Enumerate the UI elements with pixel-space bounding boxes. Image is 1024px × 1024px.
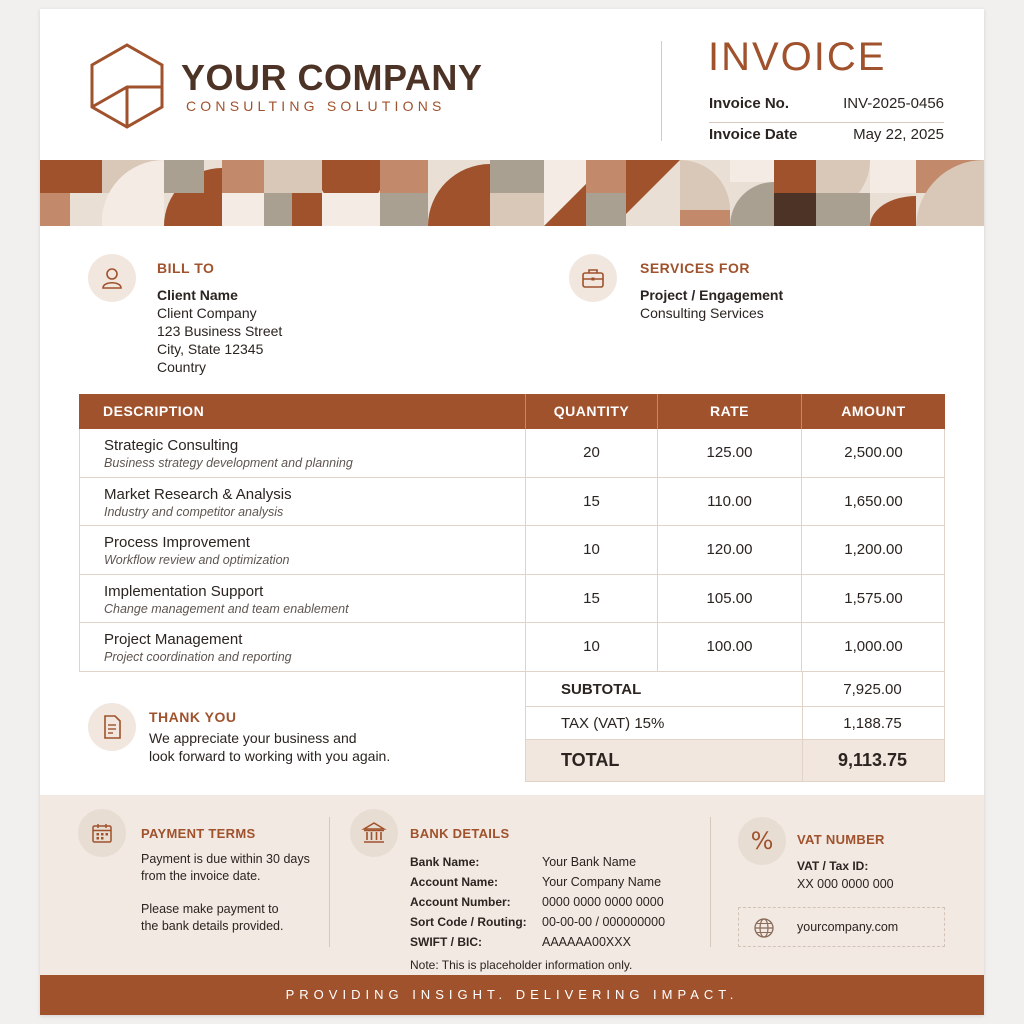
- invoice-title: INVOICE: [708, 35, 887, 79]
- item-rate: 100.00: [706, 638, 753, 656]
- payment-terms-line: Payment is due within 30 days: [141, 852, 310, 866]
- item-name: Process Improvement: [104, 534, 250, 552]
- swift-value: AAAAAA00XXX: [542, 935, 631, 949]
- footer-divider: [710, 817, 711, 947]
- payment-terms-line: Please make payment to: [141, 902, 279, 916]
- header-divider: [661, 41, 662, 141]
- item-rate: 125.00: [706, 444, 753, 461]
- footer-tagline: PROVIDING INSIGHT. DELIVERING IMPACT.: [40, 975, 984, 1015]
- swift-label: SWIFT / BIC:: [410, 935, 482, 949]
- total-row: [525, 740, 945, 782]
- account-number-value: 0000 0000 0000 0000: [542, 895, 664, 909]
- item-rate: 120.00: [706, 541, 753, 559]
- item-rate: 110.00: [707, 492, 752, 510]
- user-icon: [88, 254, 136, 302]
- item-rate: 105.00: [706, 589, 753, 607]
- subtotal-row: [525, 672, 945, 707]
- invoice-number-label: Invoice No.: [709, 95, 790, 112]
- client-name: Client Name: [157, 287, 238, 303]
- company-tagline: CONSULTING SOLUTIONS: [186, 98, 446, 114]
- vat-number-title: VAT NUMBER: [797, 832, 885, 847]
- tax-row: [525, 707, 945, 740]
- invoice-number-row: [709, 95, 944, 123]
- thank-you-line: look forward to working with you again.: [149, 748, 391, 764]
- header-description: DESCRIPTION: [103, 403, 205, 419]
- account-number-label: Account Number:: [410, 895, 511, 909]
- total-value: 9,113.75: [837, 750, 908, 770]
- item-quantity: 10: [583, 638, 600, 656]
- tax-value: 1,188.75: [843, 715, 902, 732]
- website-box[interactable]: [738, 907, 945, 947]
- item-name: Project Management: [104, 631, 243, 649]
- bill-to-label: BILL TO: [157, 260, 215, 276]
- bank-note: Note: This is placeholder information only.: [410, 958, 633, 972]
- item-quantity: 20: [583, 444, 600, 461]
- services-for-label: SERVICES FOR: [640, 260, 750, 276]
- header-amount: AMOUNT: [841, 403, 906, 419]
- payment-terms-title: PAYMENT TERMS: [141, 826, 256, 841]
- invoice-page: [40, 9, 984, 1015]
- total-label: TOTAL: [561, 750, 620, 770]
- client-city: City, State 12345: [157, 341, 264, 357]
- bank-name-label: Bank Name:: [410, 855, 480, 869]
- vat-value: XX 000 0000 000: [797, 877, 894, 891]
- item-description: Business strategy development and planning: [104, 456, 353, 470]
- table-header: [79, 394, 945, 429]
- globe-icon: [753, 917, 775, 939]
- line-items-table: [79, 394, 945, 672]
- subtotal-value: 7,925.00: [843, 681, 902, 698]
- bank-icon: [350, 809, 398, 857]
- table-row: [79, 623, 945, 672]
- company-logo-icon: [88, 42, 166, 130]
- totals-block: [525, 672, 945, 782]
- table-row: [79, 478, 945, 527]
- bank-name-value: Your Bank Name: [542, 855, 637, 869]
- account-name-value: Your Company Name: [542, 875, 662, 889]
- thank-you-title: THANK YOU: [149, 709, 237, 725]
- item-quantity: 10: [583, 541, 600, 559]
- item-amount: 1,650.00: [844, 492, 903, 510]
- item-amount: 2,500.00: [844, 444, 903, 461]
- client-country: Country: [157, 359, 207, 375]
- item-quantity: 15: [583, 589, 600, 607]
- header-rate: RATE: [709, 403, 750, 419]
- payment-terms-line: the bank details provided.: [141, 919, 284, 933]
- footer-divider: [329, 817, 330, 947]
- project-description: Consulting Services: [640, 305, 764, 321]
- sort-code-value: 00-00-00 / 000000000: [542, 915, 666, 929]
- item-name: Strategic Consulting: [104, 437, 239, 454]
- item-amount: 1,000.00: [844, 638, 903, 656]
- invoice-date-row: [709, 126, 944, 154]
- invoice-date-value: May 22, 2025: [853, 126, 944, 143]
- project-label: Project / Engagement: [640, 287, 784, 303]
- website-url[interactable]: yourcompany.com: [797, 920, 899, 934]
- table-row: [79, 429, 945, 478]
- invoice-date-label: Invoice Date: [709, 126, 798, 143]
- tax-label: TAX (VAT) 15%: [561, 715, 665, 732]
- item-amount: 1,200.00: [844, 541, 903, 559]
- item-amount: 1,575.00: [844, 589, 903, 607]
- payment-terms-line: from the invoice date.: [141, 869, 261, 883]
- item-description: Workflow review and optimization: [104, 553, 290, 568]
- percent-icon: %: [738, 817, 786, 865]
- account-name-label: Account Name:: [410, 875, 499, 889]
- footer-info: [40, 795, 984, 975]
- thank-you-line: We appreciate your business and: [149, 730, 357, 746]
- client-company: Client Company: [157, 305, 257, 321]
- item-description: Change management and team enablement: [104, 601, 349, 616]
- header-quantity: QUANTITY: [553, 403, 630, 419]
- company-name: YOUR COMPANY: [181, 57, 483, 98]
- item-quantity: 15: [583, 492, 600, 510]
- item-description: Project coordination and reporting: [104, 650, 292, 665]
- calendar-icon: [78, 809, 126, 857]
- client-street: 123 Business Street: [157, 323, 283, 339]
- item-description: Industry and competitor analysis: [104, 504, 284, 519]
- table-row: [79, 575, 945, 624]
- decorative-pattern-band: [40, 160, 984, 226]
- item-name: Market Research & Analysis: [104, 485, 292, 503]
- vat-label: VAT / Tax ID:: [797, 859, 869, 873]
- invoice-number-value: INV-2025-0456: [843, 95, 944, 112]
- briefcase-icon: [569, 254, 617, 302]
- bank-details-title: BANK DETAILS: [410, 826, 510, 841]
- sort-code-label: Sort Code / Routing:: [410, 915, 527, 929]
- document-icon: [88, 703, 136, 751]
- table-row: [79, 526, 945, 575]
- item-name: Implementation Support: [104, 582, 264, 600]
- subtotal-label: SUBTOTAL: [561, 681, 642, 698]
